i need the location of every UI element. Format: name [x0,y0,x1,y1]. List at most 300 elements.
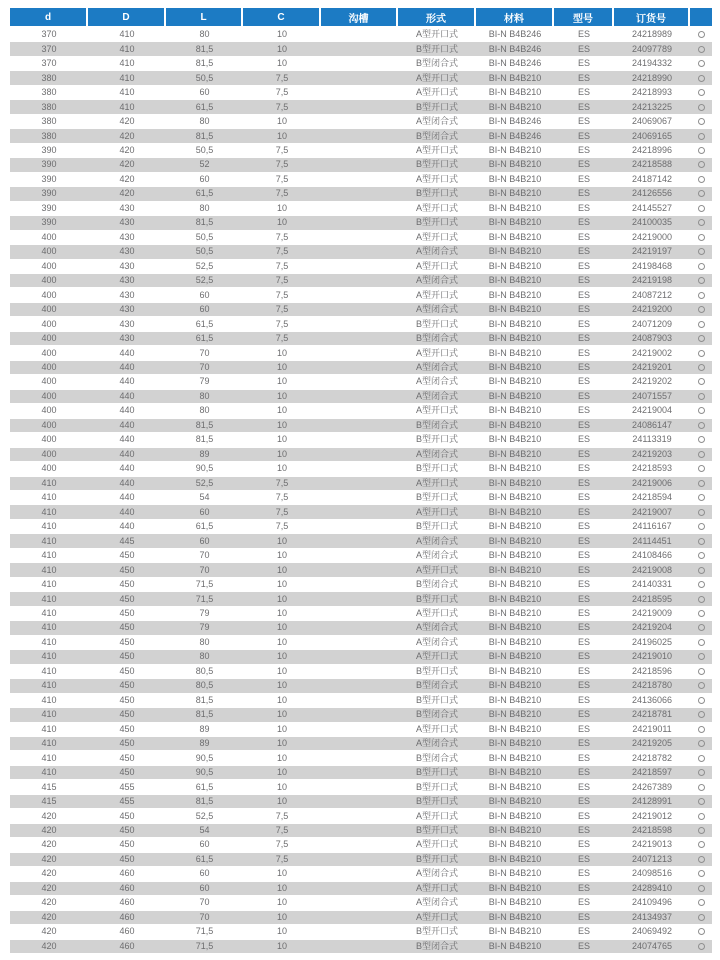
cell-groove [321,882,398,895]
cell-d: 410 [41,709,57,720]
cell-groove [321,925,398,938]
cell-C: 10 [276,636,287,647]
cell-form: B型开口式 [415,318,458,329]
availability-circle-icon [698,841,705,848]
cell-d: 400 [41,260,57,271]
cell-D: 420 [119,173,135,184]
cell-D: 440 [119,390,135,401]
cell-L: 71,5 [195,593,214,604]
column-header-d: d [10,8,88,26]
cell-L: 71,5 [195,926,214,937]
cell-groove [321,534,398,547]
cell-D: 410 [119,58,135,69]
cell-groove [321,144,398,157]
cell-form: A型开口式 [415,405,458,416]
cell-order_no: 24100035 [631,217,673,228]
cell-order_no: 24218595 [631,593,673,604]
availability-circle-icon [698,668,705,675]
cell-form: A型闭合式 [415,116,458,127]
cell-material: BI-N B4B210 [488,159,542,170]
cell-model: ES [577,492,590,503]
cell-model: ES [577,839,590,850]
cell-groove [321,491,398,504]
availability-circle-icon [698,509,705,516]
table-row [10,288,712,302]
cell-model: ES [577,651,590,662]
cell-C: 10 [276,217,287,228]
cell-model: ES [577,781,590,792]
table-row [10,216,712,230]
table-row [10,911,712,925]
cell-form: A型开口式 [415,607,458,618]
cell-d: 410 [41,593,57,604]
cell-availability [690,592,712,605]
cell-D: 440 [119,506,135,517]
cell-d: 380 [41,116,57,127]
cell-D: 460 [119,868,135,879]
cell-model: ES [577,853,590,864]
cell-form: B型闭合式 [415,940,458,951]
cell-L: 60 [199,87,210,98]
table-body [10,28,712,954]
cell-d: 380 [41,130,57,141]
cell-C: 10 [276,940,287,951]
cell-groove [321,621,398,634]
cell-groove [321,708,398,721]
cell-material: BI-N B4B210 [488,173,542,184]
cell-model: ES [577,477,590,488]
cell-order_no: 24218780 [631,680,673,691]
availability-circle-icon [698,610,705,617]
cell-form: A型开口式 [415,289,458,300]
cell-model: ES [577,506,590,517]
cell-C: 10 [276,694,287,705]
cell-form: A型开口式 [415,72,458,83]
cell-L: 89 [199,723,210,734]
table-row [10,751,712,765]
cell-d: 380 [41,101,57,112]
cell-C: 7,5 [275,521,289,532]
cell-L: 60 [199,506,210,517]
cell-model: ES [577,448,590,459]
cell-groove [321,129,398,142]
cell-L: 61,5 [195,188,214,199]
cell-L: 60 [199,173,210,184]
availability-circle-icon [698,118,705,125]
cell-availability [690,621,712,634]
cell-availability [690,245,712,258]
cell-d: 380 [41,87,57,98]
cell-C: 10 [276,535,287,546]
cell-groove [321,853,398,866]
cell-D: 410 [119,43,135,54]
table-row [10,346,712,360]
cell-order_no: 24196025 [631,636,673,647]
column-header-availability [690,8,712,26]
cell-availability [690,882,712,895]
availability-circle-icon [698,827,705,834]
cell-material: BI-N B4B210 [488,202,542,213]
cell-D: 450 [119,839,135,850]
availability-circle-icon [698,639,705,646]
cell-model: ES [577,362,590,373]
cell-d: 420 [41,853,57,864]
cell-model: ES [577,897,590,908]
cell-L: 81,5 [195,694,214,705]
cell-order_no: 24086147 [631,419,673,430]
table-row [10,737,712,751]
cell-form: A型闭合式 [415,448,458,459]
cell-groove [321,679,398,692]
cell-C: 7,5 [275,260,289,271]
cell-form: A型开口式 [415,202,458,213]
column-header-groove: 沟槽 [321,8,398,26]
cell-D: 440 [119,434,135,445]
cell-order_no: 24219201 [631,362,673,373]
cell-L: 50,5 [195,231,214,242]
cell-model: ES [577,58,590,69]
cell-form: B型开口式 [415,825,458,836]
cell-model: ES [577,130,590,141]
cell-C: 10 [276,58,287,69]
cell-C: 10 [276,723,287,734]
cell-model: ES [577,260,590,271]
cell-availability [690,433,712,446]
availability-circle-icon [698,581,705,588]
cell-groove [321,346,398,359]
cell-material: BI-N B4B210 [488,709,542,720]
availability-circle-icon [698,740,705,747]
cell-L: 80 [199,651,210,662]
cell-order_no: 24071213 [631,853,673,864]
cell-form: A型开口式 [415,839,458,850]
cell-model: ES [577,173,590,184]
cell-C: 10 [276,376,287,387]
cell-D: 460 [119,911,135,922]
cell-D: 420 [119,159,135,170]
cell-C: 7,5 [275,173,289,184]
cell-D: 430 [119,275,135,286]
table-row [10,187,712,201]
cell-groove [321,838,398,851]
table-row [10,404,712,418]
cell-C: 10 [276,781,287,792]
cell-L: 81,5 [195,43,214,54]
cell-C: 10 [276,405,287,416]
availability-circle-icon [698,885,705,892]
cell-availability [690,260,712,273]
table-row [10,578,712,592]
cell-groove [321,462,398,475]
availability-circle-icon [698,523,705,530]
cell-L: 80 [199,29,210,40]
cell-d: 370 [41,58,57,69]
cell-C: 10 [276,796,287,807]
cell-material: BI-N B4B210 [488,897,542,908]
cell-form: A型闭合式 [415,738,458,749]
cell-availability [690,940,712,953]
cell-material: BI-N B4B210 [488,318,542,329]
cell-availability [690,896,712,909]
cell-L: 60 [199,304,210,315]
table-row [10,896,712,910]
table-row [10,694,712,708]
availability-circle-icon [698,465,705,472]
cell-model: ES [577,636,590,647]
availability-circle-icon [698,494,705,501]
cell-d: 400 [41,463,57,474]
table-row [10,882,712,896]
cell-C: 7,5 [275,289,289,300]
cell-material: BI-N B4B210 [488,87,542,98]
cell-form: A型闭合式 [415,897,458,908]
cell-d: 400 [41,376,57,387]
cell-D: 440 [119,448,135,459]
cell-material: BI-N B4B210 [488,362,542,373]
cell-d: 410 [41,622,57,633]
cell-D: 420 [119,130,135,141]
cell-form: B型闭合式 [415,419,458,430]
availability-circle-icon [698,89,705,96]
cell-L: 79 [199,607,210,618]
cell-L: 52,5 [195,810,214,821]
cell-model: ES [577,926,590,937]
cell-D: 440 [119,376,135,387]
table-row [10,129,712,143]
table-row [10,708,712,722]
availability-circle-icon [698,321,705,328]
cell-form: B型开口式 [415,43,458,54]
cell-L: 60 [199,868,210,879]
cell-D: 440 [119,347,135,358]
cell-form: B型闭合式 [415,709,458,720]
cell-groove [321,42,398,55]
cell-d: 390 [41,144,57,155]
cell-d: 420 [41,911,57,922]
table-header-row [10,8,712,26]
cell-availability [690,28,712,41]
cell-d: 400 [41,362,57,373]
cell-availability [690,925,712,938]
table-row [10,809,712,823]
cell-material: BI-N B4B210 [488,636,542,647]
cell-order_no: 24187142 [631,173,673,184]
cell-model: ES [577,607,590,618]
cell-C: 10 [276,419,287,430]
cell-form: A型开口式 [415,144,458,155]
cell-material: BI-N B4B210 [488,579,542,590]
availability-circle-icon [698,104,705,111]
cell-d: 390 [41,188,57,199]
cell-groove [321,780,398,793]
cell-L: 79 [199,376,210,387]
cell-groove [321,115,398,128]
cell-D: 450 [119,607,135,618]
cell-model: ES [577,723,590,734]
cell-d: 380 [41,72,57,83]
cell-availability [690,288,712,301]
cell-L: 52,5 [195,275,214,286]
cell-order_no: 24069492 [631,926,673,937]
cell-D: 430 [119,217,135,228]
cell-D: 450 [119,709,135,720]
cell-availability [690,780,712,793]
cell-availability [690,158,712,171]
cell-availability [690,404,712,417]
cell-L: 90,5 [195,752,214,763]
cell-groove [321,896,398,909]
table-row [10,477,712,491]
cell-material: BI-N B4B210 [488,492,542,503]
cell-model: ES [577,43,590,54]
cell-d: 420 [41,926,57,937]
availability-circle-icon [698,726,705,733]
cell-L: 70 [199,347,210,358]
cell-d: 410 [41,680,57,691]
cell-order_no: 24219200 [631,304,673,315]
cell-material: BI-N B4B210 [488,463,542,474]
cell-model: ES [577,868,590,879]
cell-L: 52,5 [195,477,214,488]
table-row [10,390,712,404]
cell-order_no: 24113319 [632,434,672,445]
cell-model: ES [577,231,590,242]
cell-order_no: 24219002 [631,347,673,358]
cell-material: BI-N B4B210 [488,622,542,633]
cell-C: 10 [276,897,287,908]
cell-form: A型闭合式 [415,636,458,647]
cell-d: 410 [41,535,57,546]
cell-D: 455 [119,781,135,792]
cell-order_no: 24219197 [631,246,673,257]
cell-C: 10 [276,651,287,662]
cell-model: ES [577,390,590,401]
availability-circle-icon [698,277,705,284]
cell-groove [321,751,398,764]
table-row [10,433,712,447]
availability-circle-icon [698,697,705,704]
cell-D: 450 [119,694,135,705]
availability-circle-icon [698,205,705,212]
cell-C: 7,5 [275,72,289,83]
cell-groove [321,563,398,576]
cell-order_no: 24109496 [631,897,673,908]
cell-C: 10 [276,593,287,604]
availability-circle-icon [698,567,705,574]
availability-circle-icon [698,596,705,603]
cell-d: 400 [41,246,57,257]
availability-circle-icon [698,60,705,67]
cell-form: A型开口式 [415,506,458,517]
cell-material: BI-N B4B210 [488,347,542,358]
cell-D: 450 [119,564,135,575]
cell-L: 61,5 [195,521,214,532]
cell-C: 10 [276,202,287,213]
availability-circle-icon [698,798,705,805]
cell-L: 80 [199,202,210,213]
cell-C: 7,5 [275,144,289,155]
cell-C: 7,5 [275,275,289,286]
cell-form: B型开口式 [415,853,458,864]
cell-material: BI-N B4B210 [488,593,542,604]
availability-circle-icon [698,147,705,154]
cell-L: 80,5 [195,665,214,676]
cell-D: 440 [119,492,135,503]
cell-order_no: 24219202 [631,376,673,387]
cell-form: B型开口式 [415,796,458,807]
cell-d: 420 [41,868,57,879]
availability-circle-icon [698,335,705,342]
table-row [10,57,712,71]
cell-model: ES [577,535,590,546]
cell-C: 7,5 [275,87,289,98]
cell-C: 7,5 [275,231,289,242]
cell-D: 450 [119,622,135,633]
cell-groove [321,404,398,417]
table-row [10,375,712,389]
cell-C: 10 [276,752,287,763]
availability-circle-icon [698,422,705,429]
cell-form: A型闭合式 [415,275,458,286]
cell-D: 410 [119,29,135,40]
cell-D: 430 [119,231,135,242]
availability-circle-icon [698,306,705,313]
table-row [10,260,712,274]
table-row [10,317,712,331]
cell-D: 460 [119,897,135,908]
cell-availability [690,274,712,287]
cell-availability [690,650,712,663]
availability-circle-icon [698,928,705,935]
table-row [10,723,712,737]
cell-availability [690,607,712,620]
table-row [10,607,712,621]
cell-L: 70 [199,911,210,922]
table-row [10,361,712,375]
cell-order_no: 24145527 [631,202,673,213]
cell-order_no: 24218594 [631,492,673,503]
cell-order_no: 24219010 [631,651,673,662]
table-row [10,650,712,664]
availability-circle-icon [698,813,705,820]
cell-availability [690,578,712,591]
cell-C: 7,5 [275,333,289,344]
cell-C: 10 [276,362,287,373]
cell-C: 10 [276,390,287,401]
cell-groove [321,766,398,779]
cell-groove [321,173,398,186]
cell-material: BI-N B4B210 [488,405,542,416]
cell-C: 10 [276,130,287,141]
cell-model: ES [577,376,590,387]
availability-circle-icon [698,552,705,559]
cell-L: 70 [199,550,210,561]
cell-order_no: 24219204 [631,622,673,633]
cell-D: 410 [119,72,135,83]
cell-model: ES [577,825,590,836]
cell-material: BI-N B4B210 [488,550,542,561]
cell-material: BI-N B4B210 [488,419,542,430]
cell-groove [321,433,398,446]
table-row [10,665,712,679]
cell-material: BI-N B4B246 [488,58,542,69]
cell-material: BI-N B4B210 [488,651,542,662]
cell-availability [690,100,712,113]
cell-C: 10 [276,607,287,618]
cell-C: 7,5 [275,839,289,850]
cell-availability [690,563,712,576]
cell-form: B型开口式 [415,434,458,445]
